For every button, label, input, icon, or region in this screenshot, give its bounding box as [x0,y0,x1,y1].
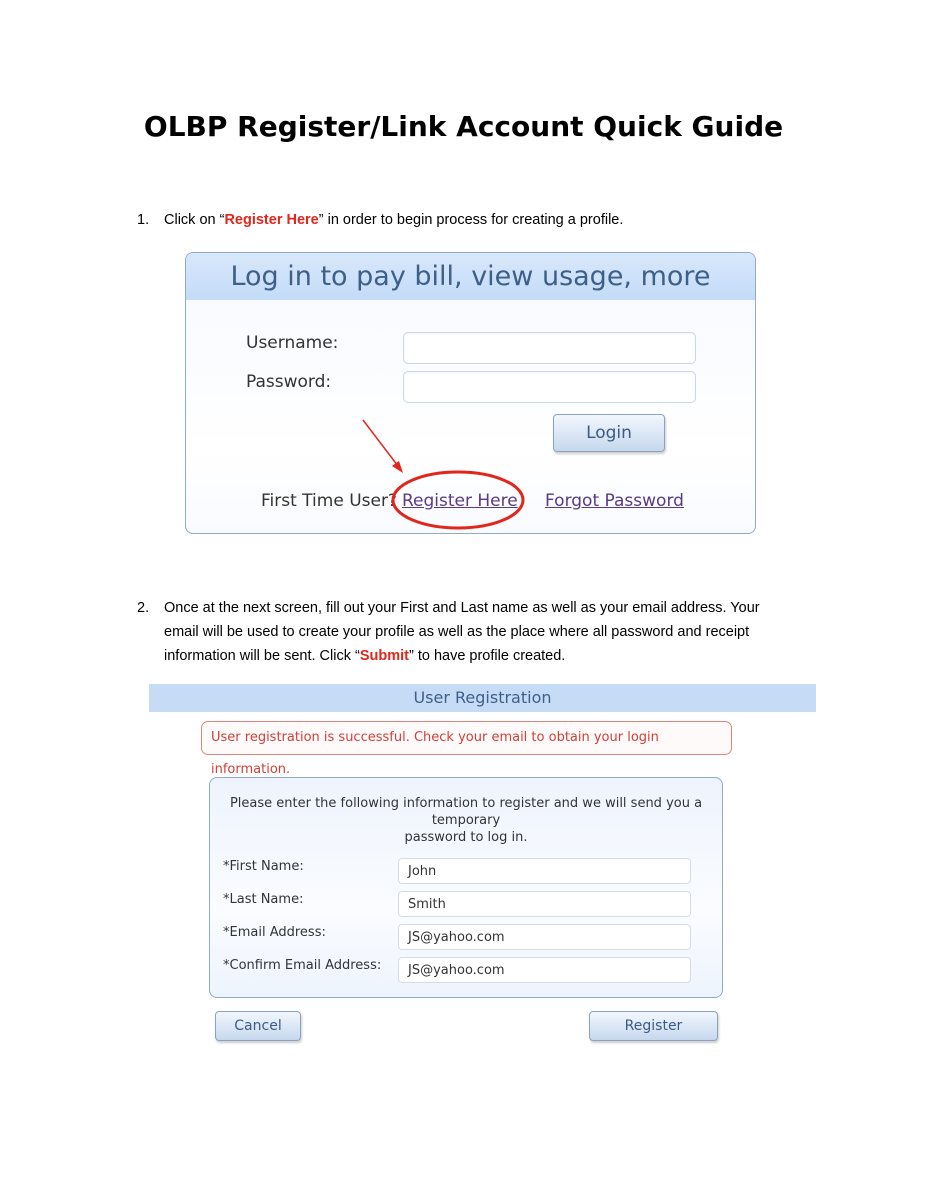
login-button[interactable]: Login [553,414,665,452]
first-time-label: First Time User? [261,491,397,511]
registration-form [209,777,723,998]
last-name-label: *Last Name: [223,892,304,907]
username-label: Username: [246,333,339,353]
login-panel [185,252,756,534]
step-highlight: Submit [359,648,409,664]
first-name-label: *First Name: [223,859,304,874]
registration-intro-line-1: Please enter the following information to register and we will send you a temporary [229,796,703,828]
step-line-1: Once at the next screen, fill out your First and Last name as well as your email address. Your [164,600,760,616]
page-title: OLBP Register/Link Account Quick Guide [143,110,784,143]
password-input[interactable] [403,371,696,403]
email-label: *Email Address: [223,925,326,940]
confirm-email-label: *Confirm Email Address: [223,958,382,973]
cancel-button[interactable]: Cancel [215,1011,301,1041]
email-field[interactable]: JS@yahoo.com [398,924,691,950]
username-input[interactable] [403,332,696,364]
confirm-email-field[interactable]: JS@yahoo.com [398,957,691,983]
step-highlight: Register Here [224,212,319,228]
step-text-post: ” in order to begin process for creating a profile. [318,212,624,228]
forgot-password-link[interactable]: Forgot Password [545,491,684,511]
step-line-2: email will be used to create your profile as well as the place where all password and receipt [164,624,750,640]
register-button[interactable]: Register [589,1011,718,1041]
step-2 [137,596,837,668]
step-number: 1. [137,212,150,228]
login-header: Log in to pay bill, view usage, more [186,253,755,300]
first-name-field[interactable]: John [398,858,691,884]
step-text [164,208,623,232]
registration-intro [210,795,722,846]
step-1 [137,208,837,232]
step-text-pre: information will be sent. Click “ [164,648,360,664]
registration-header: User Registration [149,684,816,712]
password-label: Password: [246,372,332,392]
registration-intro-line-2: password to log in. [404,830,528,845]
step-text-post: ” to have profile created. [408,648,566,664]
step-text-pre: Click on “ [164,212,225,228]
step-number: 2. [137,600,150,616]
last-name-field[interactable]: Smith [398,891,691,917]
register-here-link[interactable]: Register Here [402,491,518,511]
step-line-3 [164,644,565,668]
success-message: User registration is successful. Check your email to obtain your login information. [201,721,732,755]
